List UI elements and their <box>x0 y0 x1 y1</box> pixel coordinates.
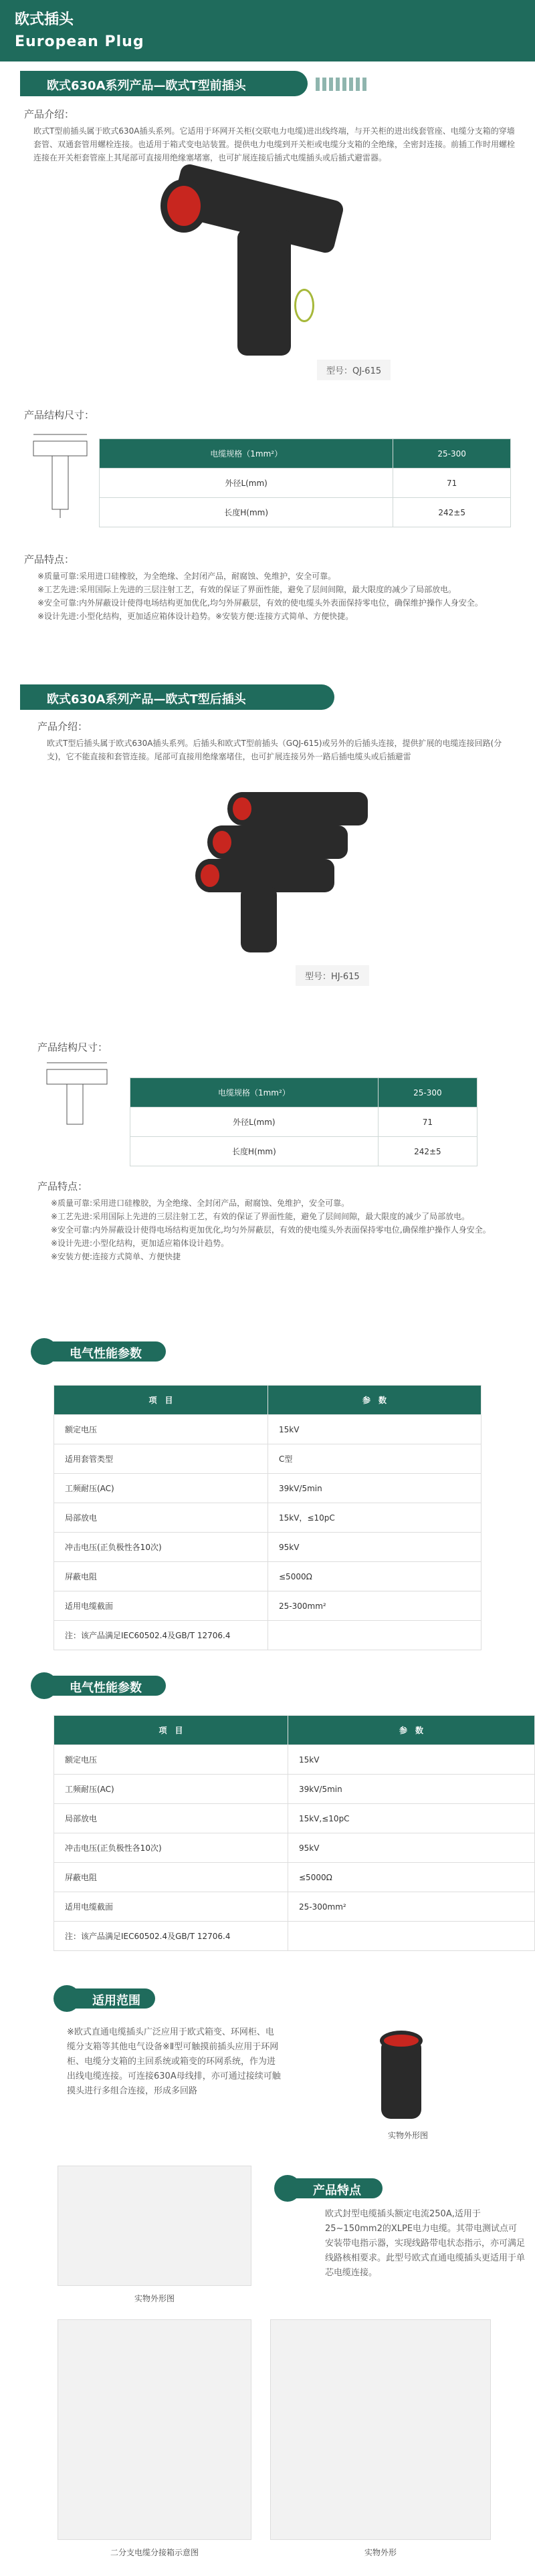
table-row <box>54 1562 481 1591</box>
table-row <box>54 1444 481 1474</box>
list-item: ※安全可靠:内外屏蔽设计使得电场结构更加优化,均匀外屏蔽层，有效的使电缆头外表面保持零电位,确保维护操作人身安全。 <box>51 1225 491 1235</box>
model-label-hj615: 型号：HJ-615 <box>296 965 369 986</box>
note-cell: 注：该产品满足IEC60502.4及GB/T 12706.4 <box>54 1621 268 1650</box>
table-row <box>130 1137 477 1166</box>
elec-head-item: 项 目 <box>54 1386 268 1415</box>
cell: 15kV,≤10pC <box>288 1804 535 1833</box>
table-row <box>54 1804 535 1833</box>
list-item: ※工艺先进:采用国际上先进的三层注射工艺，有效的保证了界面性能，避免了层间间隙，最大限度的减少了局部放电。 <box>37 585 457 594</box>
elec-head-item: 项 目 <box>54 1716 288 1745</box>
cell: 25-300mm² <box>288 1892 535 1922</box>
cell: 15kV <box>268 1415 481 1444</box>
intro-text: 欧式T型后插头属于欧式630A插头系列。后插头和欧式T型前插头（GQJ-615)或另外的后插头连接，提供扩展的电缆连接回路(分支)，它不能直接和套管连接。尾部可直接用绝缘塞堵住，也可扩展连接另外一路后插电缆头或后插避雷 <box>47 739 502 761</box>
cell: 局部放电 <box>54 1503 268 1533</box>
scope-photo-caption: 实物外形图 <box>387 2131 428 2140</box>
elec1-header <box>31 1338 178 1365</box>
table-row <box>54 1415 481 1444</box>
intro-text: 欧式T型前插头属于欧式630A插头系列。它适用于环网开关柜(交联电力电缆)进出线终端，与开关柜的进出线套管座、电缆分支箱的穿墙套管、双通套管用螺栓连接。也适用于箱式变电站装置。提供电力电缆到开关柜或电缆分支箱的全绝缘，全密封连接。前插工作时用螺栓连接在开关柜套管座上其尾部可直接用绝缘塞堵塞，也可扩展连接后插式电缆插头或后插式避雷器。 <box>33 126 516 162</box>
list-item: ※安装方便:连接方式简单、方便快捷 <box>51 1252 181 1261</box>
cell: 冲击电压(正负极性各10次) <box>54 1833 288 1863</box>
cell: 长度H(mm) <box>100 498 393 527</box>
cell: 39kV/5min <box>288 1775 535 1804</box>
cell: 局部放电 <box>54 1804 288 1833</box>
cell: 25-300mm² <box>268 1591 481 1621</box>
table-row <box>130 1108 477 1137</box>
section2-title: 欧式630A系列产品—欧式T型后插头 <box>47 692 246 706</box>
table-row <box>54 1745 535 1775</box>
table-row <box>54 1591 481 1621</box>
cell: C型 <box>268 1444 481 1474</box>
dimension-diagram <box>27 428 94 521</box>
elec-table-1 <box>54 1385 481 1650</box>
scope-title: 适用范围 <box>68 1988 155 2009</box>
section1-bar <box>20 71 308 96</box>
list-item: ※安全可靠:内外屏蔽设计使得电场结构更加优化,均匀外屏蔽层，有效的使电缆头外表面保持零电位，确保维护操作人身安全。 <box>37 598 483 608</box>
elec-table-2 <box>54 1715 535 1951</box>
page-header <box>0 0 535 61</box>
list-item: ※设计先进:小型化结构，更加适应箱体设计趋势。※安装方便:连接方式简单、方便快捷。 <box>37 612 354 621</box>
spec-table-1 <box>99 438 511 527</box>
cell: 外径L(mm) <box>130 1108 379 1137</box>
cell: 15kV <box>288 1745 535 1775</box>
table-row <box>54 1474 481 1503</box>
cabinet-photo <box>58 2319 251 2540</box>
list-item: ※设计先进:小型化结构，更加适应箱体设计趋势。 <box>51 1239 229 1248</box>
table-row <box>54 1863 535 1892</box>
note-cell: 注：该产品满足IEC60502.4及GB/T 12706.4 <box>54 1922 288 1951</box>
table-row <box>54 1775 535 1804</box>
table-row <box>54 1922 535 1951</box>
elec2-header <box>31 1672 178 1699</box>
model-label-qj615: 型号：QJ-615 <box>317 360 391 380</box>
kit-photo-caption: 实物外形图 <box>134 2294 175 2303</box>
cell: 长度H(mm) <box>130 1137 379 1166</box>
table-row <box>54 1621 481 1650</box>
table-row <box>100 498 511 527</box>
product-kit-caption: 实物外形 <box>364 2548 397 2557</box>
intro-label: 产品介绍： <box>37 721 88 733</box>
cell: ≤5000Ω <box>288 1863 535 1892</box>
cell: 适用电缆截面 <box>54 1591 268 1621</box>
cell: 工频耐压(AC) <box>54 1775 288 1804</box>
cell: 95kV <box>288 1833 535 1863</box>
features-label: 产品特点： <box>24 553 75 565</box>
product-kit-photo <box>270 2319 491 2540</box>
header-title-cn: 欧式插头 <box>15 11 74 28</box>
elec2-title: 电气性能参数 <box>45 1676 166 1696</box>
product-image-rear-plug <box>201 792 368 956</box>
cell: 95kV <box>268 1533 481 1562</box>
cell: 71 <box>378 1108 477 1137</box>
product-image-front-plug <box>154 175 368 362</box>
spec-head-col2: 25-300 <box>393 439 511 469</box>
cell: 额定电压 <box>54 1745 288 1775</box>
features-list <box>51 1196 512 1263</box>
section1-title: 欧式630A系列产品—欧式T型前插头 <box>47 79 246 93</box>
section2-bar <box>20 684 334 710</box>
cell: 242±5 <box>393 498 511 527</box>
elec1-title: 电气性能参数 <box>45 1341 166 1362</box>
table-row <box>54 1833 535 1863</box>
kit-photo <box>58 2166 251 2286</box>
elec-head-param: 参 数 <box>268 1386 481 1415</box>
cell: 15kV，≤10pC <box>268 1503 481 1533</box>
cell: 冲击电压(正负极性各10次) <box>54 1533 268 1562</box>
scope-text: ※欧式直通电缆插头广泛应用于欧式箱变、环网柜、电缆分支箱等其他电气设备※Ⅱ型可触摸前插头应用于环网柜、电缆分支箱的主回系统或箱变的环网系统，作为进出线电缆连接。可连接630A母线排，亦可通过接续可触摸头进行多组合连接，形成多回路 <box>67 2027 281 2096</box>
cell: 适用电缆截面 <box>54 1892 288 1922</box>
table-row <box>54 1892 535 1922</box>
list-item: ※质量可靠:采用进口硅橡胶，为全绝缘、全封闭产品，耐腐蚀、免维护，安全可靠。 <box>51 1198 350 1208</box>
cell: 71 <box>393 469 511 498</box>
scope-header <box>54 1985 187 2012</box>
features-list <box>37 569 512 623</box>
cell: 额定电压 <box>54 1415 268 1444</box>
spec-head-col2: 25-300 <box>378 1078 477 1108</box>
dim-label: 产品结构尺寸： <box>24 409 95 421</box>
table-row <box>100 469 511 498</box>
dimension-diagram <box>40 1056 114 1130</box>
cell: 242±5 <box>378 1137 477 1166</box>
elec-head-param: 参 数 <box>288 1716 535 1745</box>
cell: 屏蔽电阻 <box>54 1863 288 1892</box>
dim-label: 产品结构尺寸： <box>37 1041 108 1053</box>
spec-head-col1: 电缆规格（1mm²） <box>100 439 393 469</box>
intro-label: 产品介绍： <box>24 108 75 120</box>
scope-product-photo <box>368 2025 441 2126</box>
cell: 适用套管类型 <box>54 1444 268 1474</box>
decor-dots <box>316 78 369 91</box>
list-item: ※工艺先进:采用国际上先进的三层注射工艺，有效的保证了界面性能，避免了层间间隙，最大限度的减少了局部放电。 <box>51 1212 470 1221</box>
spec-head-col1: 电缆规格（1mm²） <box>130 1078 379 1108</box>
cell: ≤5000Ω <box>268 1562 481 1591</box>
cell <box>268 1621 481 1650</box>
cell: 工频耐压(AC) <box>54 1474 268 1503</box>
list-item: ※质量可靠:采用进口硅橡胶，为全绝缘、全封闭产品，耐腐蚀、免维护，安全可靠。 <box>37 571 336 581</box>
cell: 39kV/5min <box>268 1474 481 1503</box>
cell: 外径L(mm) <box>100 469 393 498</box>
header-title-en: European Plug <box>15 33 144 50</box>
spec-table-2 <box>130 1077 477 1166</box>
cell: 屏蔽电阻 <box>54 1562 268 1591</box>
cell <box>288 1922 535 1951</box>
features2-title: 产品特点 <box>289 2178 383 2198</box>
table-row <box>54 1533 481 1562</box>
cabinet-photo-caption: 二分支电缆分接箱示意图 <box>110 2548 199 2557</box>
features2-text: 欧式封型电缆插头额定电流250A,适用于25~150mm2的XLPE电力电缆。其带电测试点可安装带电指示器，实现线路带电状态指示，亦可满足线路核相要求。此型号欧式直通电缆插头更适用于单芯电缆连接。 <box>325 2209 526 2278</box>
table-row <box>54 1503 481 1533</box>
features-label: 产品特点： <box>37 1180 88 1192</box>
features2-header <box>274 2175 408 2202</box>
